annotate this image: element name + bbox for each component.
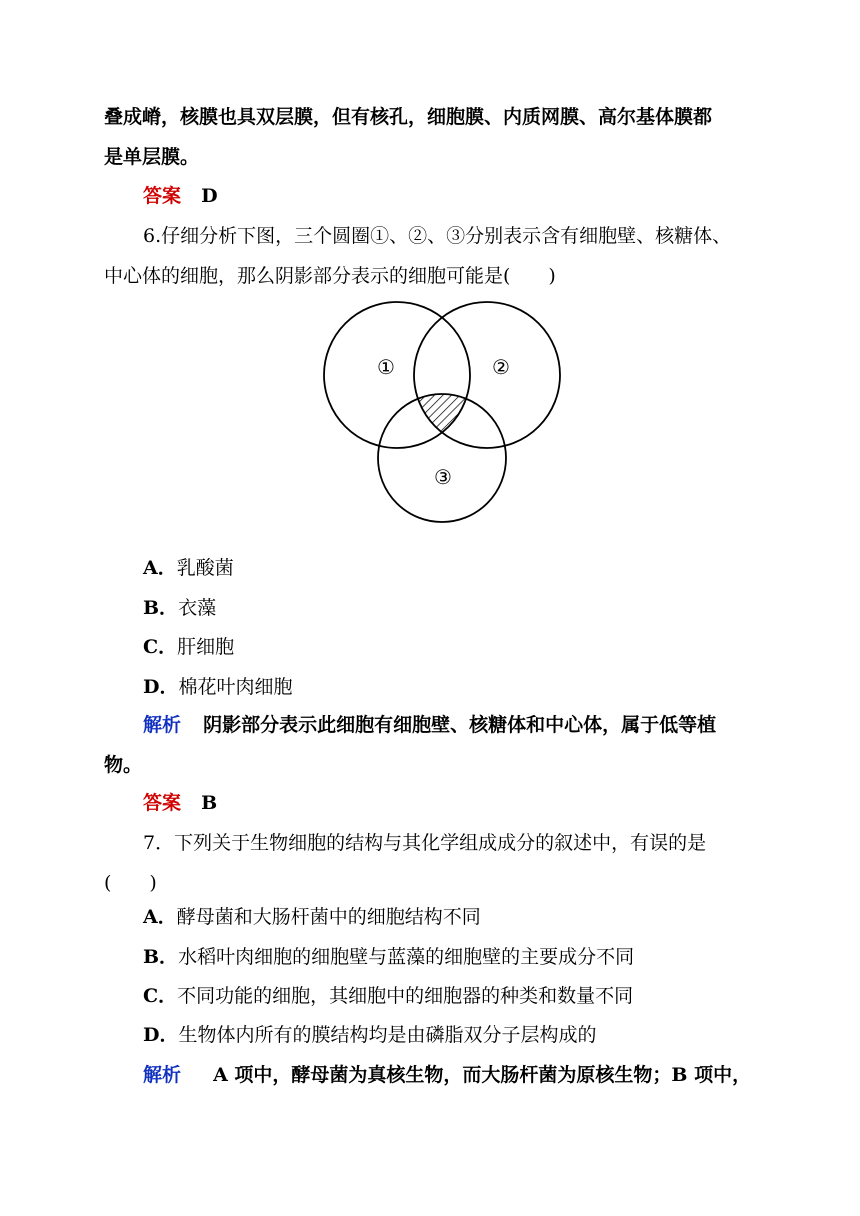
q6-answer-row [143, 791, 217, 815]
text-line-1: 叠成嵴，核膜也具双层膜，但有核孔，细胞膜、内质网膜、高尔基体膜都 [104, 106, 713, 128]
option-letter: D． [143, 676, 179, 698]
q6-option-b [143, 596, 216, 620]
option-text: 酵母菌和大肠杆菌中的细胞结构不同 [176, 906, 481, 928]
q7-option-d [143, 1023, 597, 1047]
option-text: 乳酸菌 [176, 557, 234, 579]
circle-3-label: ③ [434, 465, 452, 489]
answer-label: 答案 [143, 792, 182, 814]
q6-option-c [143, 635, 234, 659]
analysis-text: A 项中，酵母菌为真核生物，而大肠杆菌为原核生物；B 项中， [213, 1064, 752, 1086]
q6-analysis-line-2: 物。 [104, 754, 143, 776]
question-6-line-1: 6.仔细分析下图，三个圆圈①、②、③分别表示含有细胞壁、核糖体、 [143, 225, 732, 247]
option-letter: B． [143, 946, 179, 968]
option-text: 不同功能的细胞，其细胞中的细胞器的种类和数量不同 [177, 985, 634, 1007]
q6-option-d [143, 675, 293, 699]
analysis-text: 阴影部分表示此细胞有细胞壁、核糖体和中心体，属于低等植 [203, 714, 717, 736]
q7-option-b [143, 945, 634, 969]
option-letter: A． [143, 906, 177, 928]
option-text: 生物体内所有的膜结构均是由磷脂双分子层构成的 [178, 1024, 597, 1046]
circle-2 [414, 302, 560, 448]
option-letter: B． [143, 597, 179, 619]
q7-analysis [143, 1063, 751, 1087]
venn-diagram [310, 290, 570, 530]
question-6-line-2: 中心体的细胞，那么阴影部分表示的细胞可能是( ) [104, 265, 556, 287]
option-letter: C． [143, 985, 178, 1007]
q7-option-c [143, 984, 633, 1008]
option-letter: C． [143, 636, 178, 658]
circle-1 [324, 302, 470, 448]
circle-1-label: ① [377, 355, 395, 379]
answer-value: D [201, 185, 218, 207]
q6-analysis [143, 713, 716, 737]
option-text: 棉花叶肉细胞 [178, 676, 293, 698]
q6-option-a [143, 556, 234, 580]
answer-value: B [201, 792, 218, 814]
option-letter: D． [143, 1024, 179, 1046]
analysis-label: 解析 [143, 1064, 182, 1086]
question-7-line-2: ( ) [104, 872, 157, 894]
option-letter: A． [143, 557, 177, 579]
option-text: 肝细胞 [177, 636, 235, 658]
option-text: 水稻叶肉细胞的细胞壁与蓝藻的细胞壁的主要成分不同 [178, 946, 635, 968]
q7-option-a [143, 905, 481, 929]
analysis-label: 解析 [143, 714, 182, 736]
text-line-2: 是单层膜。 [104, 146, 200, 168]
circle-2-label: ② [492, 355, 510, 379]
answer-label: 答案 [143, 185, 182, 207]
question-7-line-1: 7．下列关于生物细胞的结构与其化学组成成分的叙述中，有误的是 [143, 832, 707, 854]
answer-row [143, 184, 218, 208]
option-text: 衣藻 [178, 597, 217, 619]
